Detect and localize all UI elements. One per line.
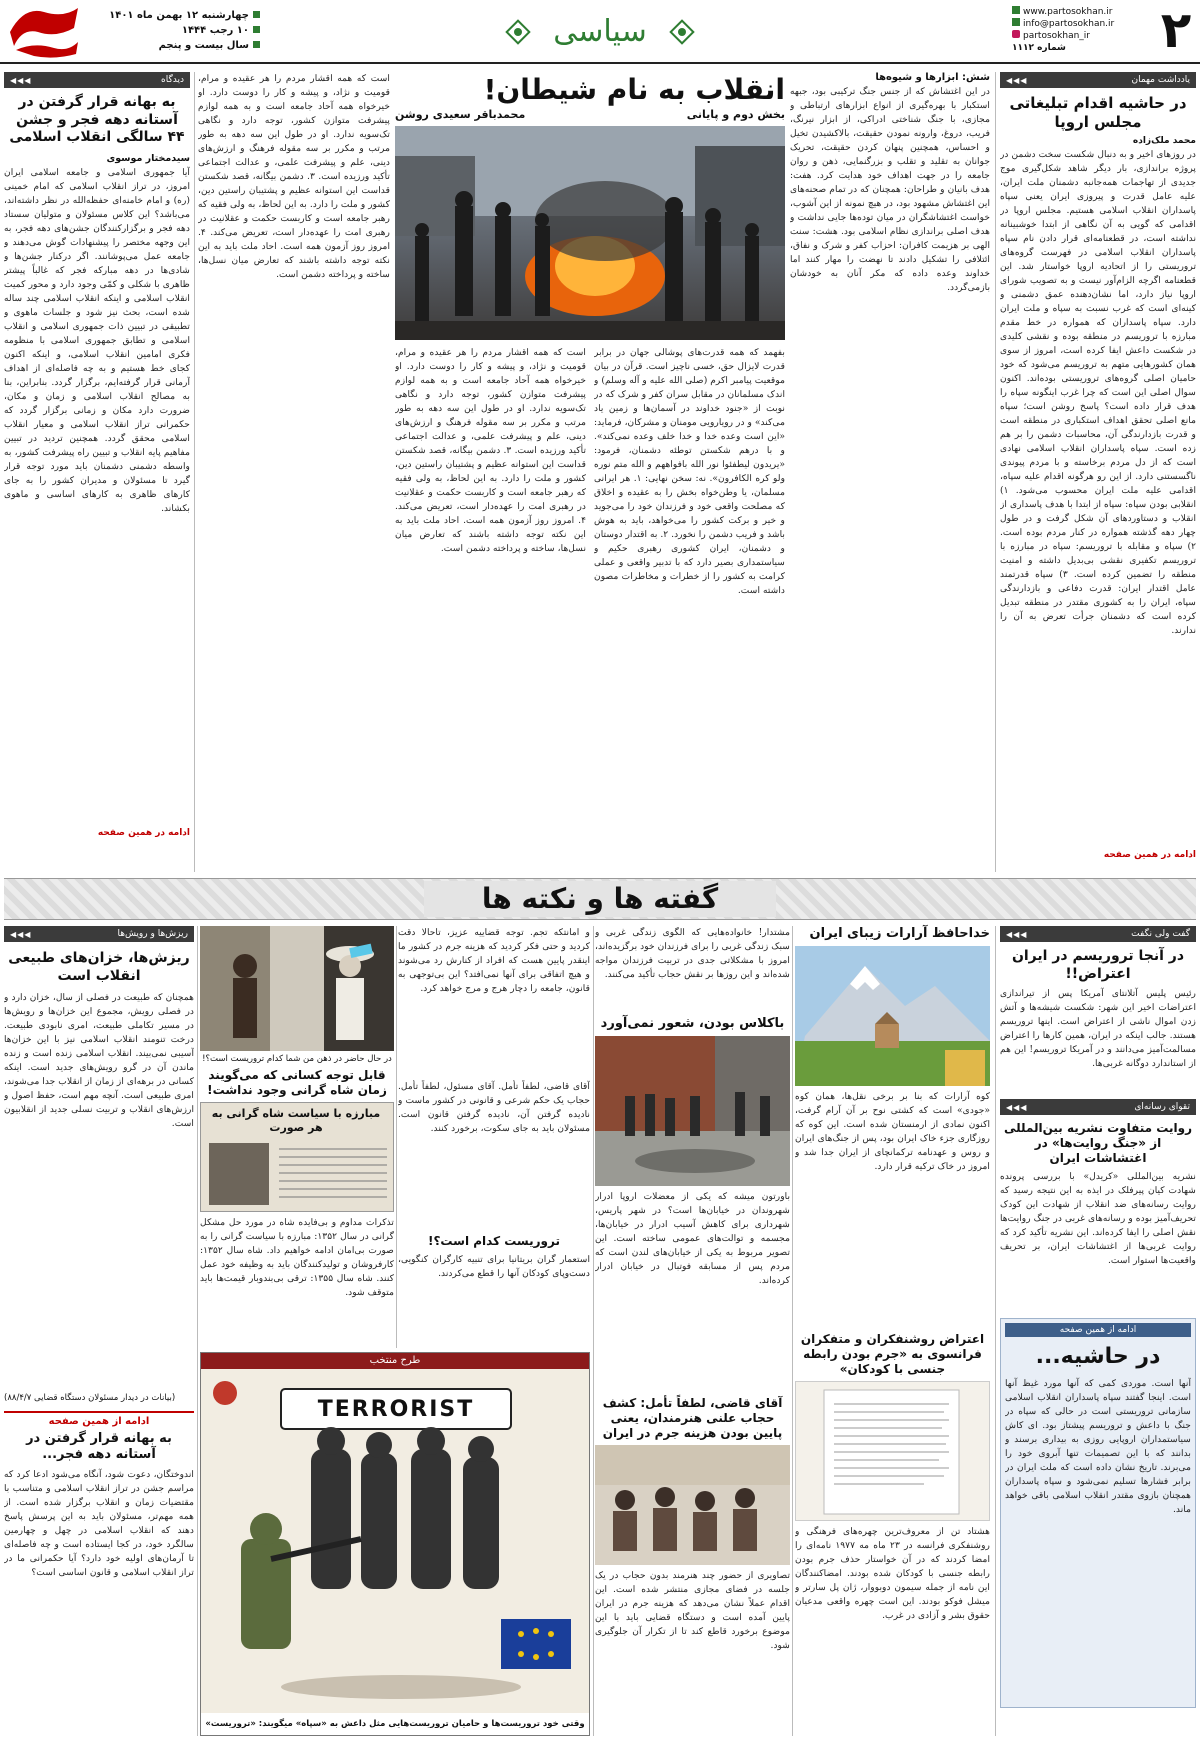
lead-body-columns (395, 346, 785, 866)
website-row[interactable]: www.partosokhan.ir (1012, 6, 1152, 18)
shah-headline: قابل توجه کسانی که می‌گویند زمان شاه گرانی وجود نداشت! (207, 1068, 387, 1097)
said-unsaid-column (1000, 926, 1196, 1736)
newspaper-clip (200, 1102, 394, 1212)
shedding-source: (بیانات در دیدار مسئولان دستگاه قضایی ۸۸/۴/۷) (4, 1393, 176, 1403)
cartoon-image (201, 1369, 589, 1713)
guest-note-continued[interactable]: ادامه در همین صفحه (1103, 849, 1196, 860)
lead-section-title: شش: ابزارها و شیوه‌ها (875, 72, 990, 83)
viewpoint-author: سیدمختار موسوی (106, 152, 190, 164)
contact-block (1012, 6, 1152, 62)
lead-text-column (790, 72, 990, 872)
judiciary-body-2: آقای قاضی، لطفاً تأمل. آقای مسئول، لطفاً تأمل. حجاب یک حکم شرعی و قانونی در کشور ماست و نادیده گرفتن آن، نادیده گرفتن قانون است. مسئولان باید به جای سکوت، برخورد کنند. (398, 1081, 590, 1134)
newspaper-logo[interactable] (4, 2, 84, 60)
lifestyle-column (595, 926, 790, 1736)
guest-note-kicker: یادداشت مهمان ◀◀◀ (1000, 72, 1196, 88)
terrorist-question-body: استعمار گران بریتانیا برای تنبیه کارگران کنگویی، دست‌وپای کودکان آنها را قطع می‌کردند. (398, 1254, 590, 1279)
shedding-body: همچنان که طبیعت در فصلی از سال، خزان دارد و در فصلی رویش، مجموع این خزان‌ها و رویش‌ها در مسیر تکاملی طبیعت، امری نابودی طبیعت. درخت تنومند انقلاب اسلامی نیز با این خزان‌ها آسیبی نمی‌بیند. انقلاب اسلامی زنده است و زنده ماندن آن در گرو رویش‌های جدید است. اینکه کسانی در برهه‌ای از زمان از انقلاب جدا می‌شوند، امری طبیعی است. آنچه مهم است، حفظ اصول و ارزش‌های انقلاب و تربیت نسلی جدید از انقلابیون است. (4, 992, 194, 1129)
guest-note-author: محمد ملک‌زاده (1132, 135, 1196, 146)
terrorist-question-headline: تروریست کدام است؟! (428, 1234, 560, 1248)
divider (995, 72, 996, 872)
web-icon (1012, 6, 1020, 14)
date-line: چهارشنبه ۱۲ بهمن ماه ۱۴۰۱ (90, 8, 260, 23)
social-row[interactable]: partosokhan_ir (1012, 30, 1152, 42)
sayings-banner (4, 878, 1196, 920)
french-body: هشتاد تن از معروف‌ترین چهره‌های فرهنگی و روشنفکری فرانسه در ۲۳ ماه مه ۱۹۷۷ نامه‌ای را امضا کردند که در آن خواستار حذف جرم بودن رابطه جنسی با کودکان شده بودند. امضاکنندگان این نامه از جمله سیمون دوبووار، ژان پل سارتر و میشل فوکو بودند. این است چهره واقعی مدعیان حقوق بشر و آزادی در غرب. (795, 1526, 990, 1622)
email-row[interactable]: info@partosokhan.ir (1012, 18, 1152, 30)
cartoon-caption: وقتی خود تروریست‌ها و حامیان تروریست‌هایی مثل داعش به «سپاه» میگویند: «تروریست» (205, 1719, 585, 1729)
box-headline: در حاشیه... (1035, 1344, 1161, 1369)
logo-icon (4, 2, 84, 60)
cartoon-title: طرح منتخب (201, 1353, 589, 1369)
triangles-icon: ◀◀◀ (1006, 1102, 1028, 1112)
viewpoint-headline: به بهانه قرار گرفتن در آستانه دهه فجر و جشن ۴۴ سالگی انقلاب اسلامی (9, 94, 185, 145)
triangles-icon: ◀◀◀ (10, 75, 32, 85)
divider (197, 926, 198, 1736)
header-rule (0, 62, 1200, 64)
lead-story (395, 72, 785, 872)
divider (194, 72, 195, 872)
banner-title: گفته ها و نکته ها (424, 881, 776, 917)
viewpoint-column (4, 72, 190, 872)
judge-headline: آقای قاضی، لطفاً تأمل: کشف حجاب علنی هنرمندان، یعنی پایین بودن هزینه جرم در ایران (602, 1396, 783, 1441)
lead-photo (395, 126, 785, 340)
year-line: سال بیست و پنجم (90, 38, 260, 53)
lead-body-right: بفهمد که همه قدرت‌های پوشالی جهان در برابر قدرت لایزال حق، خسی ناچیز است. قرآن در بیان موقعیت پیامبر اکرم (صلی الله علیه و آله وسلم) و اندک مسلمانان در مقابل سران کفر و شرک که در نوبت از «جنود خداوند در آسمان‌ها و زمین یاد می‌کند» و در رویارویی مومنان و مشرکان، فرماید: «این است وعده خدا و خدا خلف وعده نمی‌کند». و با درهم شکستن توطئه دشمنان، فرمود: «یریدون لیطفئوا نور الله بافواههم و الله متم نوره ولو کره الکافرون». نه: سخن نهایی: ۱. هر ایرانی مسلمان، یا وطن‌خواه بخش را به عقیده و اخلاق که مصلحت واقعی خود و فرزندان خود را می‌جوید و خیر و برکت کشور را می‌خواهد، باید به هوش باشد و فریب دشمن را نخورد. ۲. به اقتدار دوستان و دشمنان، ایران کشوری رهبری حکیم و سیاستمداری بصیر دارد که با تدبیر واقعی و عملی کرامت به کشور را از خطرات و مخاطرات مصون داشته است. (594, 347, 785, 596)
shedding-kicker: ریزش‌ها و رویش‌ها ◀◀◀ (4, 926, 194, 942)
lifestyle-body: باورتون میشه که یکی از معضلات اروپا ادرار شهروندان در خیابان‌ها است؟ در شهر پاریس، شهرداری برای کاهش آسیب ادرار در خیابان‌ها، مجسمه و توالت‌های عمومی ساخته است. این تصویر مربوط به یکی از خیابان‌های لندن است که مردم پس از مسابقه فوتبال در خیابان ادرار کرده‌اند. (595, 1191, 790, 1287)
lifestyle-intro: مشتدار! خانواده‌هایی که الگوی زندگی غربی و سبک زندگی غربی را برای فرزندان خود برگزیده‌اند، امروز با مشکلاتی جدی در تربیت فرزندان مواجه شده‌اند و این روزها بر نقش حجاب تأکید می‌کنند. (595, 927, 790, 980)
guest-note-headline: در حاشیه اقدام تبلیغاتی مجلس اروپا (1009, 94, 1187, 131)
cartoon-label: TERRORIST (317, 1397, 475, 1422)
said-body: رئیس پلیس آتلانتای آمریکا پس از تیراندازی اعتراضات اخیر این شهر: شکست شیشه‌ها و آتش زدن اموال ناشی از اعتراض است. اینها تروریسم هستند. جالب اینکه در ایران، همین کارها را اعتراض مسالمت‌آمیز می‌دانند و در آمریکا تروریسم! این هم از استاندارد دوگانه غربی‌ها. (1000, 988, 1196, 1069)
cartoon-box (200, 1352, 590, 1736)
ararat-column (795, 926, 990, 1736)
cont-body: اندوختگان، دعوت شود، آنگاه می‌شود ادعا کرد که مراسم جشن در تراز انقلاب اسلامی و متناسب با مقتضیات زمان و انقلاب برگزار شده است. از همه مهم‌تر، مسئولان باید به این پرسش پاسخ دهند که انقلاب اسلامی در چهل و چهارمین سالگرد خود، در کجا ایستاده است و چه فاصله‌ای تا آرمان‌های اولیه خود دارد؟ آیا حکمرانی ما در تراز انقلاب اسلامی و قانون اساسی است؟ (4, 1468, 194, 1578)
divider (593, 926, 594, 1736)
ararat-photo (795, 946, 990, 1086)
issue-number: شماره ۱۱۱۲ (1012, 43, 1066, 53)
viewpoint-kicker: دیدگاه ◀◀◀ (4, 72, 190, 88)
shedding-headline: ریزش‌ها، خزان‌های طبیعی انقلاب است (8, 950, 190, 984)
continuation-box (1000, 1318, 1196, 1708)
lifestyle-headline: باکلاس بودن، شعور نمی‌آورد (600, 1016, 785, 1031)
lead-subtitle: بخش دوم و پایانی (686, 108, 785, 121)
cont-headline: به بهانه قرار گرفتن در آستانه دهه فجر... (26, 1431, 172, 1463)
cont-kicker: ادامه از همین صفحه (4, 1411, 194, 1427)
judiciary-column (398, 926, 590, 1346)
judiciary-body-1: و امانتکه تجم. توجه قضاییه عزیز، تاحالا دقت کردید و حتی فکر کردید که هزینه جرم در کشور ما اینقدر پایین هست که افراد از کنارش رد می‌شوند و هیچ اتفاقی برای آنها نمی‌افتد؟ این بی‌توجهی به قانون، جامعه را دچار هرج و مرج خواهد کرد. (398, 927, 590, 994)
judge-body: تصاویری از حضور چند هنرمند بدون حجاب در یک جلسه در فضای مجازی منتشر شده است. این اقدام عملاً نشان می‌دهد که هزینه جرم در ایران پایین آمده است و دستگاه قضایی باید با این موضوع برخورد قاطع کند تا از تکرار آن جلوگیری شود. (595, 1570, 790, 1652)
triangles-icon: ◀◀◀ (10, 929, 32, 939)
colonial-photo (200, 926, 394, 1051)
said-kicker: گفت ولی نگفت ◀◀◀ (1000, 926, 1196, 942)
triangles-icon: ◀◀◀ (1006, 75, 1028, 85)
artists-photo (595, 1445, 790, 1565)
box-kicker: ادامه از همین صفحه (1005, 1323, 1191, 1337)
section-title-box (500, 8, 700, 56)
shah-body: تذکرات مداوم و بی‌فایده شاه در مورد حل مشکل گرانی در سال ۱۳۵۲: مبارزه با سیاست گرانی را به صورت بی‌امان ادامه خواهیم داد. شاه سال ۱۳۵۲: کارفروشان و تولیدکنندگان باید به وظیفه خود عمل کنند. شاه سال ۱۳۵۵: ترقی بی‌بندوبار قیمت‌ها باید متوقف شود. (200, 1217, 394, 1298)
section-title: سیاسی (553, 14, 647, 49)
street-photo (595, 1036, 790, 1186)
hijri-line: ۱۰ رجب ۱۴۴۴ (90, 23, 260, 38)
clip-headline: مبارزه با سیاست شاه گرانی به هر صورت (211, 1107, 381, 1134)
media-body: نشریه بین‌المللی «کریدل» با بررسی پرونده شهادت کیان پیرفلک در ایذه به این نتیجه رسید که روایت رسانه‌های ضد انقلاب از شهادت این کودک تحریف‌آمیز بوده و رسانه‌های غربی در جنگ روایت‌ها نقش اصلی را ایفا کرده‌اند. این نشریه تأکید کرد که روایت غربی‌ها از اغتشاشات ایران، بر تحریف واقعیت‌ها استوار است. (1000, 1171, 1196, 1266)
viewpoint-continued[interactable]: ادامه در همین صفحه (97, 827, 190, 838)
page-number: ۲ (1160, 1, 1192, 59)
lead-text-body: در این اغتشاش که از جنس جنگ ترکیبی بود، جبهه استکبار با بهره‌گیری از انواع ابزارهای ارتباطی و مجازی، با جنگ شناختی ادراکی، از ابزار نیرنگ، فریب، دروغ، وارونه نمودن حقیقت، بالاکشیدن تخیل و احساس، همچنین پنهان کردن حقیقت، تحریک جوانان به تقلید و تقلب و بزرگنمایی، ذهن و روان جامعه را در جهت اهداف خود هدایت کرد. هفت: هدف بانیان و طراحان: همچنان که در تمام صحنه‌های این اغتشاش مشهود بود، در هیچ نمونه از این آشوب، خواست اغتشاشگران در میان توده‌ها جایی نداشت و هدف اصلی براندازی نظام اسلامی بود. هشت: سنت الهی بر هزیمت کافران: احزاب کفر و شرک و نفاق، ائتلافی را تشکیل دادند تا نهضت را مهار کنند اما خداوند وعده داده که مکر آنان به خودشان بازمی‌گردد. (790, 86, 990, 293)
colonial-caption: در حال حاضر در ذهن من شما کدام تروریست است؟! (202, 1054, 392, 1064)
divider (792, 926, 793, 1736)
media-kicker: تقوای رسانه‌ای ◀◀◀ (1000, 1099, 1196, 1115)
ararat-body: کوه آرارات که بنا بر برخی نقل‌ها، همان کوه «جودی» است که کشتی نوح بر آن آرام گرفت، اکنون نمادی از ارمنستان شده است. این کوه که روزگاری جزء خاک ایران بود، پس از جنگ‌های ایران و روس و عهدنامه ترکمانچای از ایران جدا شد و امروز در خاک ترکیه قرار دارد. (795, 1091, 990, 1173)
shah-column (200, 926, 394, 1346)
triangles-icon: ◀◀◀ (1006, 929, 1028, 939)
french-headline: اعتراض روشنفکران و متفکران فرانسوی به «جرم بودن رابطه جنسی با کودکان» (800, 1332, 985, 1377)
guest-note-column (1000, 72, 1196, 872)
lead-continuation (198, 72, 390, 872)
said-headline: در آنجا تروریسم در ایران اعتراض!! (1011, 948, 1185, 982)
lead-meta (395, 108, 785, 126)
lead-body-left: است که همه اقشار مردم را هر عقیده و مرام، قومیت و نژاد، و پیشه و کار را دوست دارد. او خیرخواه همه آحاد جامعه است و به همه لوازم پیشرفت متوازن کشور، توجه دارد و نگاهی تک‌سویه ندارد. او در طول این سه دهه به طور مرتب و مکرر بر سه مقوله فرهنگ و ارزش‌های دینی، علم و پیشرفت علمی، و عدالت اجتماعی تأکید ورزیده است. ۳. دشمن بیگانه، قصد شکستن قداست این استوانه عظیم و پشتیبان راستین دین، کشور و ملت را دارد. به این لحاظ، به ولی فقیه که رهبر جامعه است و کاربست حکمت و عقلانیت در رهبری امت را عهده‌دار است، تعریض می‌کند. ۴. امروز روز آزمون همه است. احاد ملت باید به این نکته توجه داشته باشند که تعارض میان نسل‌ها، ساخته و پرداخته دشمن است. (395, 347, 586, 554)
date-block (90, 8, 260, 58)
lead-headline: انقلاب به نام شیطان! (483, 73, 785, 106)
page-header (0, 0, 1200, 64)
ornament-left-icon (500, 14, 536, 50)
lead-author: محمدباقر سعیدی روشن (395, 108, 526, 121)
media-headline: روایت متفاوت نشریه بین‌المللی از «جنگ روایت‌ها» در اغتشاشات ایران (1004, 1121, 1192, 1165)
ornament-right-icon (664, 14, 700, 50)
shedding-column (4, 926, 194, 1736)
divider (995, 926, 996, 1736)
french-letter-photo (795, 1381, 990, 1521)
instagram-icon (1012, 30, 1020, 38)
lead-continuation-body: است که همه اقشار مردم را هر عقیده و مرام، قومیت و نژاد، و پیشه و کار را دوست دارد. او خیرخواه همه آحاد جامعه است و به همه لوازم پیشرفت متوازن کشور، توجه دارد و نگاهی تک‌سویه ندارد. او در طول این سه دهه به طور مرتب و مکرر بر سه مقوله فرهنگ و ارزش‌های دینی، علم و پیشرفت علمی، و عدالت اجتماعی تأکید ورزیده است. ۳. دشمن بیگانه، قصد شکستن قداست این استوانه عظیم و پشتیبان راستین دین، کشور و ملت را دارد. به این لحاظ، به ولی فقیه که رهبر جامعه است و کاربست حکمت و عقلانیت در رهبری امت را عهده‌دار است، تعریض می‌کند. ۴. امروز روز آزمون همه است. احاد ملت باید به این نکته توجه داشته باشند که تعارض میان نسل‌ها، ساخته و پرداخته دشمن است. (198, 73, 390, 280)
ararat-headline: خداحافظ آرارات زیبای ایران (809, 926, 990, 941)
viewpoint-body: آیا جمهوری اسلامی و جامعه اسلامی ایران امروز، در تراز انقلاب اسلامی که امام خمینی (ره) و امام خامنه‌ای حفظه‌الله در نظر داشته‌اند، می‌باشد؟ این کلاس مسئولان و متولیان سستاد دهه فجر و برگزارکنندگان جشن‌های دهه فجر، به این وجهه مختصر را پیشنهادات گوش می‌دهند و جامعه عمل می‌پوشانند. اگر درکنار جشن‌ها و شادی‌ها در دهه مبارکه فجر که غالباً پیشتر ظاهری با شکلی و کمّی وجود دارد و محور کمیت انقلاب اسلامی و اینکه انقلاب اسلامی چند ساله شده است، بحث نیز شود و جلسات ماهوی و تطبیقی در تبیین ذات جمهوری اسلامی و انقلاب اسلامی و تطابق جمهوری اسلامی با منظومه فکری امامین انقلاب اسلامی، و اینکه اکنون کجای خط هستیم و به چه فاصله‌ای از اهداف آرمانی قرار گرفته‌ایم، برگزار گردد. بنابراین، بنا به مصالح انقلاب اسلامی و زمان و مکان، ضرورت دارد مکان و زمانی برگزار گردد که حکمرانی تراز انقلاب اسلامی و معیار انقلاب اسلامی محقق گردد. همچنین تردید در تبیین مفاهیم پایه انقلاب و تبیین راه پیشرفت کشور، به واسطه دشمنی دشمنان باید مورد توجه قرار گیرد تا مسئولان و مدیران کشور را به جای کارهای ظاهری به کارهای اساسی و ماهوی بکشاند. (4, 166, 190, 514)
mail-icon (1012, 18, 1020, 26)
box-body: آنها است. موردی کمی که آنها مورد غیظ آنها است. اینجا گفتند سپاه پاسداران انقلاب اسلامی سازمانی تروریستی است در حالی که سپاه در جنگ با داعش و تروریسم پیشتاز بود. ای کاش سیاستمداران اروپایی روزی به بیداری برسند و بدانند که با این تصمیمات تنها آبروی خود را می‌برند. تاریخ نشان داده است که ملت ایران در برابر فشارها تسلیم نمی‌شود و سپاه پاسداران همچنان بازوی مقتدر انقلاب اسلامی باقی خواهد ماند. (1005, 1377, 1191, 1515)
divider (396, 926, 397, 1348)
guest-note-body: در روزهای اخیر و به دنبال شکست سخت دشمن در پروژه براندازی، بار دیگر شاهد شکل‌گیری موج جدیدی از تهاجمات همه‌جانبه دشمنان ملت ایران، علیه عامل قدرت و پیروزی ایران یعنی سپاه پاسداران انقلاب اسلامی هستیم. مجلس اروپا در اقدامی که گویی به آن نگاهی از ابتدا خوشبینانه نداشته است، در قطعنامه‌ای قرار دادن نام سپاه پاسداران انقلاب اسلامی در فهرست گروه‌های تروریستی را از اتحادیه اروپا خواستار شد. این قطعنامه اگرچه الزام‌آور نیست و به تصویب شورای اروپا نیاز دارد، اما نشان‌دهنده عمق دشمنی و کینه‌ای است که غرب نسبت به سپاه و ملت ایران دارد. سپاه پاسداران که همواره در خط مقدم مبارزه با تروریسم در منطقه بوده و نقشی کلیدی در شکست داعش ایفا کرده است، امروز از سوی همان کشورهایی متهم به تروریسم می‌شود که خود حامیان اصلی گروه‌های تروریستی بوده‌اند. اکنون سوال اصلی این است که چرا غرب اینگونه سپاه را هدف قرار داده است؟ پاسخ روشن است؛ سپاه مانع اصلی تحقق اهداف استکباری در منطقه است و قدرت بازدارندگی آن، محاسبات دشمن را بر هم زده است. سپاه پاسداران انقلاب اسلامی نهادی است که از دل مردم برخاسته و با مردم پیوندی ناگسستنی دارد. از این رو هرگونه اقدام علیه سپاه، اقدامی علیه ملت ایران محسوب می‌شود. ۱) انقلابی بودن سپاه: سپاه از ابتدا با هدف پاسداری از انقلاب و دستاوردهای آن شکل گرفت و در طول چهار دهه گذشته همواره در کنار مردم بوده است. ۲) سپاه و مقابله با تروریسم: سپاه در مبارزه با تروریسم تکفیری نقشی بی‌بدیل داشته و امنیت منطقه را تضمین کرده است. ۳) سپاه قدرتمند عامل اقتدار ایران: قدرت دفاعی و بازدارندگی سپاه، ایران را به کشوری مقتدر در منطقه تبدیل کرده است که دشمنان جرأت تعرض به آن را ندارند. (1000, 148, 1196, 636)
